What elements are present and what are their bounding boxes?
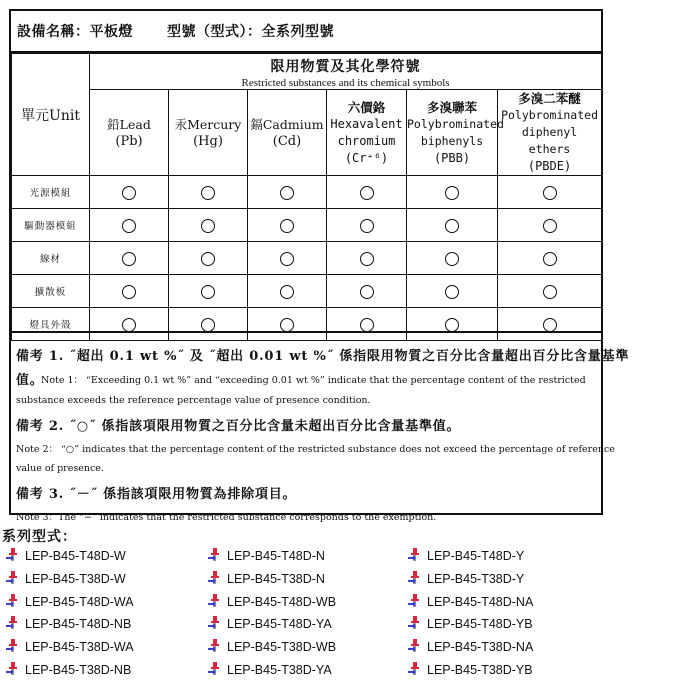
model-number: LEP-B45-T38D-YA <box>227 663 332 677</box>
model-number: LEP-B45-T38D-NB <box>25 663 132 677</box>
model-item <box>408 548 524 563</box>
note-2-en: Note 2： “○” indicates that the percentage content of the restricted substance does not exceed the percentage of reference <box>16 444 615 455</box>
model-number: LEP-B45-T48D-W <box>25 549 126 563</box>
status-cell <box>498 176 602 209</box>
status-cell <box>169 275 248 308</box>
note-2-en-cont: value of presence. <box>16 463 104 474</box>
component-label: 光源模組 <box>12 176 90 209</box>
substance-name: 六價鉻 <box>347 99 386 115</box>
model-item <box>408 639 533 654</box>
model-number: LEP-B45-T48D-YA <box>227 617 332 631</box>
model-number: LEP-B45-T38D-N <box>227 572 325 586</box>
substance-symbol: (Hg) <box>193 133 223 149</box>
status-cell <box>169 308 248 341</box>
substance-name-en: chromium <box>337 133 396 148</box>
pushpin-bullet-icon <box>6 639 20 653</box>
model-type: 型號（型式）：全系列型號 <box>167 24 334 40</box>
pushpin-bullet-icon <box>408 639 422 653</box>
status-cell <box>169 242 248 275</box>
pushpin-bullet-icon <box>408 548 422 562</box>
status-cell <box>248 242 327 275</box>
circle-mark-icon <box>445 285 459 299</box>
model-number: LEP-B45-T48D-Y <box>427 549 525 563</box>
model-item <box>208 639 336 654</box>
substance-symbol: (Cr⁺⁶) <box>344 150 389 165</box>
model-number: LEP-B45-T48D-YB <box>427 617 533 631</box>
status-cell <box>407 275 498 308</box>
group-header <box>90 54 602 90</box>
status-cell <box>169 176 248 209</box>
pushpin-bullet-icon <box>6 594 20 608</box>
status-cell <box>327 308 407 341</box>
group-header-en: Restricted substances and its chemical symbols <box>241 77 450 89</box>
substance-name: 鎘Cadmium <box>250 116 324 132</box>
circle-mark-icon <box>201 186 215 200</box>
pushpin-bullet-icon <box>208 571 222 585</box>
note-3-en: Note 3：The “−” indicates that the restricted substance corresponds to the exemption. <box>16 512 437 523</box>
note-1-zh: 備考 1. ˝超出 0.1 wt %˝ 及 ˝超出 0.01 wt %˝ 係指限用物質之百分比含量超出百分比含量基準 <box>16 349 630 364</box>
model-number: LEP-B45-T38D-Y <box>427 572 525 586</box>
model-number: LEP-B45-T38D-NA <box>427 640 534 654</box>
table-row <box>12 275 602 308</box>
status-cell <box>169 209 248 242</box>
pushpin-bullet-icon <box>208 639 222 653</box>
model-number: LEP-B45-T48D-NA <box>427 595 534 609</box>
substance-symbol: (PBB) <box>433 150 471 165</box>
substance-symbol: (Pb) <box>115 133 143 149</box>
title-bar <box>11 11 601 53</box>
model-item <box>6 639 134 654</box>
circle-mark-icon <box>122 219 136 233</box>
status-cell <box>90 242 169 275</box>
circle-mark-icon <box>445 318 459 332</box>
table-row <box>12 209 602 242</box>
status-cell <box>248 176 327 209</box>
model-item <box>208 662 332 677</box>
group-header-zh: 限用物質及其化學符號 <box>270 59 421 75</box>
circle-mark-icon <box>360 252 374 266</box>
model-item <box>208 616 332 631</box>
substance-lead <box>90 90 169 176</box>
unit-header: 單元Unit <box>12 54 90 176</box>
circle-mark-icon <box>280 285 294 299</box>
circle-mark-icon <box>543 252 557 266</box>
circle-mark-icon <box>543 219 557 233</box>
pushpin-bullet-icon <box>6 548 20 562</box>
note-2-zh: 備考 2. ˝○˝ 係指該項限用物質之百分比含量未超出百分比含量基準值。 <box>16 419 461 434</box>
model-item <box>208 548 325 563</box>
pushpin-bullet-icon <box>208 548 222 562</box>
model-item <box>408 616 533 631</box>
circle-mark-icon <box>201 252 215 266</box>
status-cell <box>327 209 407 242</box>
circle-mark-icon <box>201 318 215 332</box>
status-cell <box>498 242 602 275</box>
status-cell <box>248 209 327 242</box>
status-cell <box>90 176 169 209</box>
pushpin-bullet-icon <box>208 594 222 608</box>
status-cell <box>248 308 327 341</box>
status-cell <box>90 308 169 341</box>
circle-mark-icon <box>360 285 374 299</box>
notes-section <box>11 331 630 523</box>
component-label: 擴散板 <box>12 275 90 308</box>
circle-mark-icon <box>201 285 215 299</box>
substance-chromium <box>327 90 407 176</box>
status-cell <box>248 275 327 308</box>
status-cell <box>90 275 169 308</box>
status-cell <box>407 308 498 341</box>
model-item <box>408 571 524 586</box>
status-cell <box>498 209 602 242</box>
substance-name-en: Hexavalent <box>330 116 403 131</box>
circle-mark-icon <box>543 318 557 332</box>
substance-pbb <box>407 90 504 176</box>
model-item <box>6 548 126 563</box>
model-item <box>208 594 336 609</box>
model-item <box>6 616 131 631</box>
rohs-declaration-sheet <box>9 9 630 523</box>
substance-pbde <box>498 90 602 176</box>
series-title: 系列型式： <box>2 529 77 545</box>
note-3-zh: 備考 3. ˝－˝ 係指該項限用物質為排除項目。 <box>16 487 297 502</box>
substance-name: 汞Mercury <box>174 116 242 132</box>
circle-mark-icon <box>445 252 459 266</box>
model-item <box>6 662 131 677</box>
circle-mark-icon <box>445 186 459 200</box>
circle-mark-icon <box>543 285 557 299</box>
model-item <box>6 571 126 586</box>
table-row <box>12 176 602 209</box>
pushpin-bullet-icon <box>6 571 20 585</box>
status-cell <box>327 242 407 275</box>
status-cell <box>407 242 498 275</box>
circle-mark-icon <box>280 252 294 266</box>
model-number: LEP-B45-T48D-NB <box>25 617 132 631</box>
circle-mark-icon <box>360 186 374 200</box>
pushpin-bullet-icon <box>408 616 422 630</box>
circle-mark-icon <box>445 219 459 233</box>
component-label: 線材 <box>12 242 90 275</box>
model-number: LEP-B45-T38D-WA <box>25 640 134 654</box>
model-number: LEP-B45-T48D-WB <box>227 595 337 609</box>
substance-name: 鉛Lead <box>107 116 151 132</box>
circle-mark-icon <box>201 219 215 233</box>
component-label: 燈具外殼 <box>12 308 90 341</box>
pushpin-bullet-icon <box>208 616 222 630</box>
status-cell <box>407 176 498 209</box>
substance-name: 多溴聯苯 <box>426 99 477 115</box>
circle-mark-icon <box>122 186 136 200</box>
substance-name-en: biphenyls <box>420 133 484 148</box>
status-cell <box>327 275 407 308</box>
substance-mercury <box>169 90 248 176</box>
model-item <box>408 594 533 609</box>
circle-mark-icon <box>280 219 294 233</box>
status-cell <box>498 275 602 308</box>
status-cell <box>407 209 498 242</box>
circle-mark-icon <box>280 186 294 200</box>
note-1-en-cont: substance exceeds the reference percentage value of presence condition. <box>16 395 371 406</box>
pushpin-bullet-icon <box>6 662 20 676</box>
table-row <box>12 308 602 341</box>
model-item <box>408 662 533 677</box>
status-cell <box>90 209 169 242</box>
status-cell <box>498 308 602 341</box>
circle-mark-icon <box>360 318 374 332</box>
substance-symbol: (PBDE) <box>527 159 572 173</box>
pushpin-bullet-icon <box>408 662 422 676</box>
model-item <box>6 594 134 609</box>
table-row <box>12 242 602 275</box>
substance-symbol: (Cd) <box>272 133 302 149</box>
pushpin-bullet-icon <box>408 571 422 585</box>
substance-name: 多溴二苯醚 <box>518 91 581 106</box>
pushpin-bullet-icon <box>208 662 222 676</box>
substance-name-en: diphenyl ethers <box>521 125 578 156</box>
circle-mark-icon <box>543 186 557 200</box>
circle-mark-icon <box>122 252 136 266</box>
model-item <box>208 571 325 586</box>
substance-name-en: Polybrominated <box>501 108 598 122</box>
status-cell <box>327 176 407 209</box>
model-number: LEP-B45-T38D-WB <box>227 640 337 654</box>
circle-mark-icon <box>122 285 136 299</box>
restricted-substances-table <box>11 53 602 341</box>
model-number: LEP-B45-T48D-WA <box>25 595 134 609</box>
substance-name-en: Polybrominated <box>407 116 504 131</box>
equipment-name: 設備名稱：平板燈 <box>17 24 133 40</box>
pushpin-bullet-icon <box>6 616 20 630</box>
substance-cadmium <box>248 90 327 176</box>
note-1-en: Note 1： “Exceeding 0.1 wt %” and “exceeding 0.01 wt %” indicate that the percentage content of the restricted <box>41 375 586 386</box>
note-1-zh-cont: 值。 <box>16 373 44 388</box>
model-number: LEP-B45-T48D-N <box>227 549 325 563</box>
circle-mark-icon <box>122 318 136 332</box>
component-label: 驅動器模組 <box>12 209 90 242</box>
circle-mark-icon <box>280 318 294 332</box>
model-number: LEP-B45-T38D-W <box>25 572 126 586</box>
circle-mark-icon <box>360 219 374 233</box>
pushpin-bullet-icon <box>408 594 422 608</box>
model-number: LEP-B45-T38D-YB <box>427 663 533 677</box>
